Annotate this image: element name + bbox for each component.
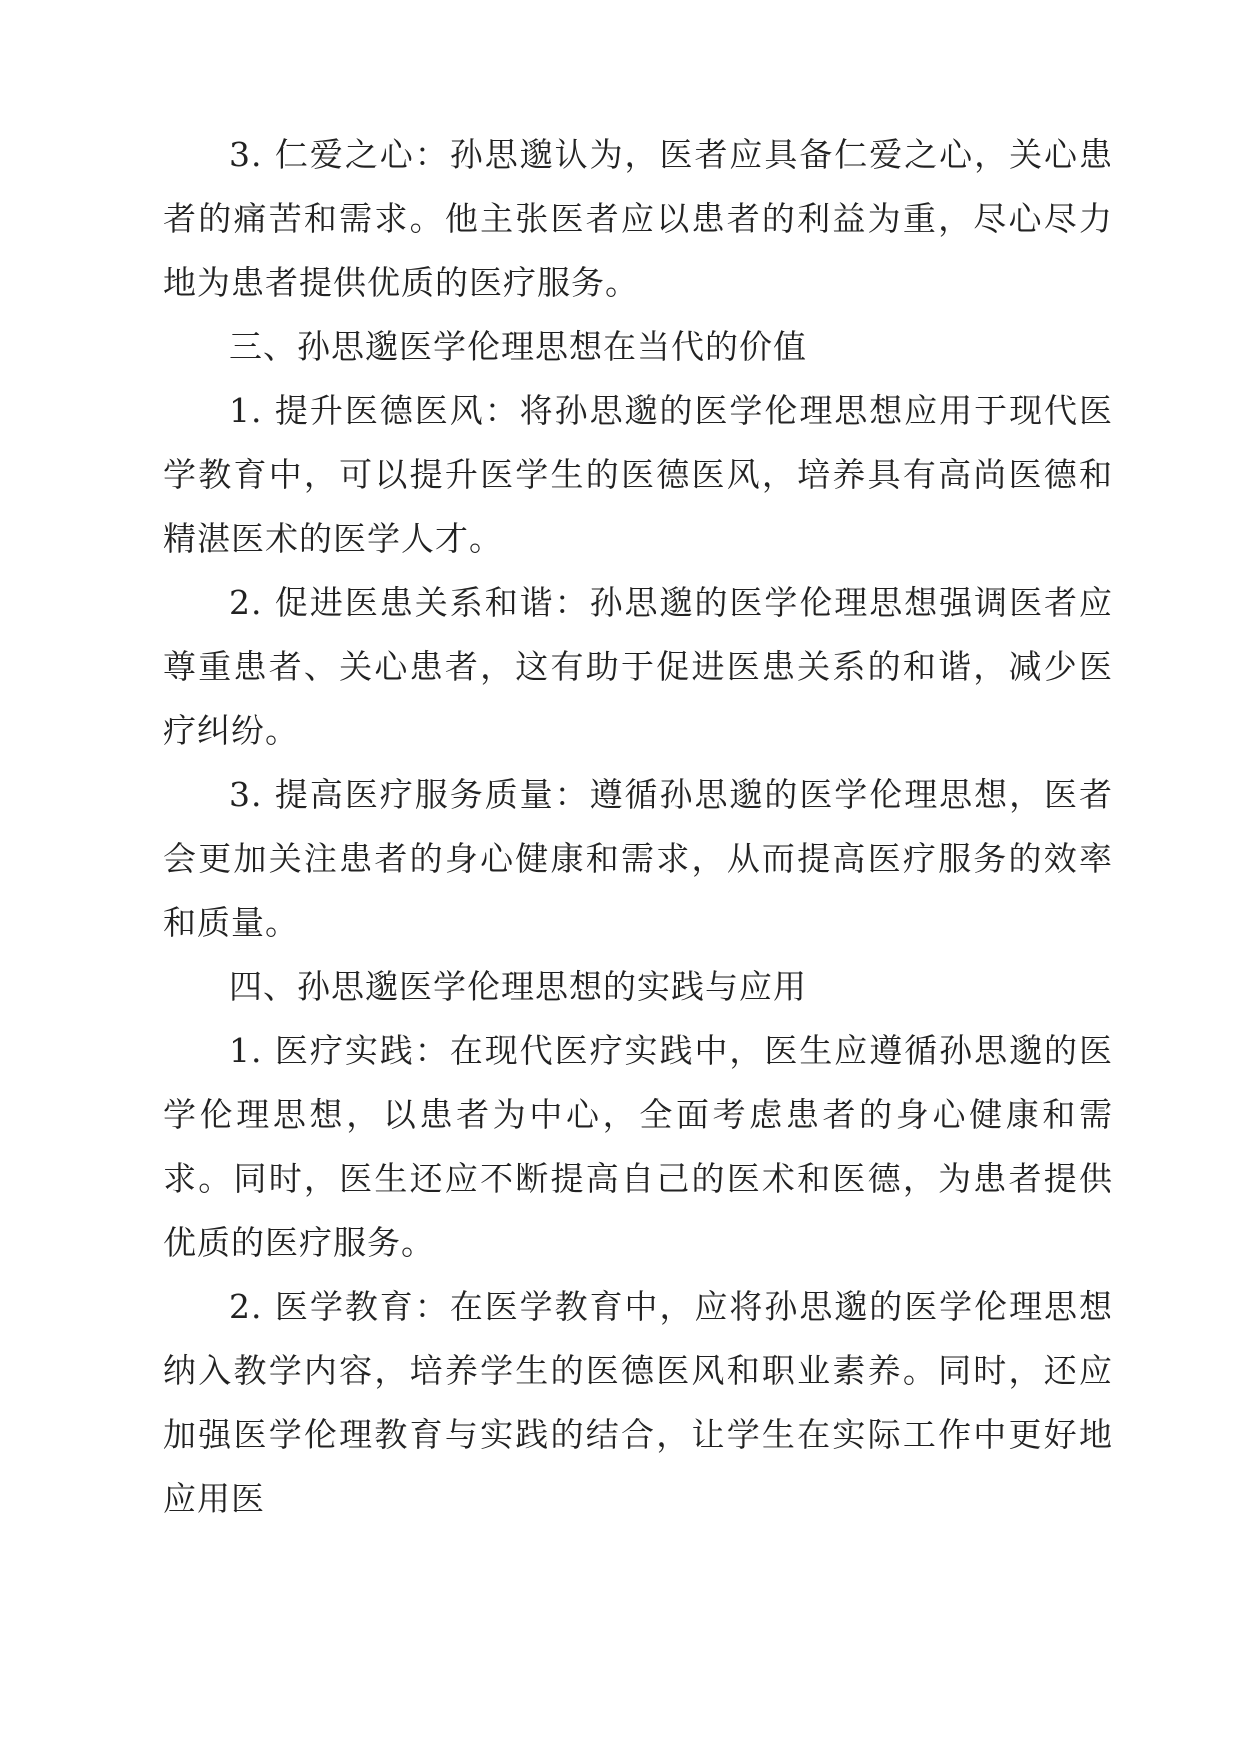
- document-body: [163, 123, 1113, 1531]
- paragraph-ti-sheng-yi-de: 1. 提升医德医风：将孙思邈的医学伦理思想应用于现代医学教育中，可以提升医学生的医德医风，培养具有高尚医德和精湛医术的医学人才。: [163, 391, 1113, 558]
- paragraph-fu-wu-zhi-liang: 3. 提高医疗服务质量：遵循孙思邈的医学伦理思想，医者会更加关注患者的身心健康和需求，从而提高医疗服务的效率和质量。: [163, 775, 1113, 942]
- paragraph-yi-xue-jiao-yu: 2. 医学教育：在医学教育中，应将孙思邈的医学伦理思想纳入教学内容，培养学生的医德医风和职业素养。同时，还应加强医学伦理教育与实践的结合，让学生在实际工作中更好地应用医: [163, 1287, 1113, 1518]
- paragraph-yi-huan-guan-xi: 2. 促进医患关系和谐：孙思邈的医学伦理思想强调医者应尊重患者、关心患者，这有助于促进医患关系的和谐，减少医疗纠纷。: [163, 583, 1113, 750]
- paragraph-yi-liao-shi-jian: 1. 医疗实践：在现代医疗实践中，医生应遵循孙思邈的医学伦理思想，以患者为中心，全面考虑患者的身心健康和需求。同时，医生还应不断提高自己的医术和医德，为患者提供优质的医疗服务。: [163, 1031, 1113, 1262]
- section-heading-4: 四、孙思邈医学伦理思想的实践与应用: [229, 967, 807, 1006]
- paragraph-ren-ai-zhi-xin: 3. 仁爱之心：孙思邈认为，医者应具备仁爱之心，关心患者的痛苦和需求。他主张医者应以患者的利益为重，尽心尽力地为患者提供优质的医疗服务。: [163, 135, 1113, 302]
- section-heading-3: 三、孙思邈医学伦理思想在当代的价值: [229, 327, 807, 366]
